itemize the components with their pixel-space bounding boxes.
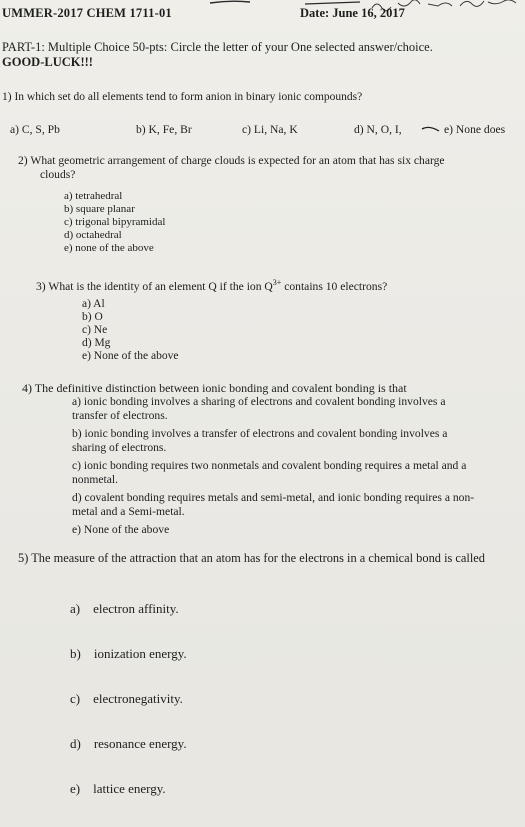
option-b[interactable]: b) ionic bonding involves a transfer of electrons and covalent bonding involves a bbox=[72, 427, 448, 440]
option-d[interactable]: d) octahedral bbox=[64, 229, 122, 241]
option-e[interactable]: e) none of the above bbox=[64, 242, 154, 254]
option-a[interactable]: a) electron affinity. bbox=[70, 601, 179, 616]
question-text-continued: clouds? bbox=[40, 168, 76, 181]
option-e[interactable]: e) None does bbox=[444, 123, 506, 136]
option-d[interactable]: d) resonance energy. bbox=[70, 736, 187, 751]
question-number: 1) bbox=[2, 91, 12, 103]
option-c[interactable]: c) electronegativity. bbox=[70, 691, 183, 706]
option-b[interactable]: b) K, Fe, Br bbox=[136, 123, 192, 136]
option-c[interactable]: c) Li, Na, K bbox=[242, 123, 298, 136]
option-c[interactable]: c) ionic bonding requires two nonmetals and covalent bonding requires a metal and a bbox=[72, 459, 467, 472]
option-d[interactable]: d) covalent bonding requires metals and semi-metal, and ionic bonding requires a non- bbox=[72, 491, 475, 504]
exam-date: Date: June 16, 2017 bbox=[300, 6, 405, 20]
instructions-line: PART-1: Multiple Choice 50-pts: Circle the letter of your One selected answer/choice. bbox=[2, 40, 433, 54]
good-luck: GOOD-LUCK!!! bbox=[2, 55, 93, 69]
pen-mark bbox=[421, 122, 441, 136]
question-3 bbox=[36, 276, 387, 294]
question-text: The measure of the attraction that an atom has for the electrons in a chemical bond is called bbox=[31, 551, 486, 565]
question-number: 5) bbox=[18, 551, 29, 565]
question-1 bbox=[2, 90, 362, 104]
question-number: 3) bbox=[36, 279, 46, 293]
option-e[interactable]: e) lattice energy. bbox=[70, 781, 166, 796]
question-number: 4) bbox=[22, 381, 32, 395]
option-a[interactable]: a) tetrahedral bbox=[64, 190, 123, 202]
option-d[interactable]: d) Mg bbox=[82, 337, 111, 349]
option-d[interactable]: d) N, O, I, bbox=[354, 123, 402, 136]
option-b-continued: sharing of electrons. bbox=[72, 441, 167, 454]
option-a[interactable]: a) Al bbox=[82, 298, 105, 310]
course-title: UMMER-2017 CHEM 1711-01 bbox=[2, 6, 172, 20]
option-a-continued: transfer of electrons. bbox=[72, 409, 168, 422]
exam-header bbox=[0, 6, 525, 26]
option-a[interactable]: a) ionic bonding involves a sharing of electrons and covalent bonding involves a bbox=[72, 395, 446, 408]
question-text: What is the identity of an element Q if the ion Q bbox=[48, 279, 273, 293]
question-text: The definitive distinction between ionic bonding and covalent bonding is that bbox=[34, 381, 407, 395]
question-1-options bbox=[10, 123, 520, 139]
instructions bbox=[2, 40, 433, 70]
option-c-continued: nonmetal. bbox=[72, 473, 119, 486]
question-5 bbox=[18, 550, 485, 566]
option-c[interactable]: c) Ne bbox=[82, 324, 108, 336]
question-number: 2) bbox=[18, 154, 28, 167]
ion-charge: 3+ bbox=[272, 278, 282, 287]
question-text: What geometric arrangement of charge clouds is expected for an atom that has six charge bbox=[30, 154, 445, 167]
question-text: In which set do all elements tend to form anion in binary ionic compounds? bbox=[14, 91, 363, 103]
option-b[interactable]: b) ionization energy. bbox=[70, 646, 187, 661]
option-c[interactable]: c) trigonal bipyramidal bbox=[64, 216, 166, 228]
question-4-options bbox=[72, 395, 474, 537]
option-d-continued: metal and a Semi-metal. bbox=[72, 505, 185, 518]
question-2 bbox=[18, 154, 445, 182]
question-text-end: contains 10 electrons? bbox=[281, 279, 388, 293]
option-e[interactable]: e) None of the above bbox=[82, 350, 179, 362]
option-b[interactable]: b) O bbox=[82, 311, 103, 323]
option-b[interactable]: b) square planar bbox=[64, 203, 135, 215]
question-4 bbox=[22, 381, 407, 395]
option-a[interactable]: a) C, S, Pb bbox=[10, 123, 60, 136]
question-3-options bbox=[82, 298, 178, 363]
question-2-options bbox=[64, 190, 165, 255]
option-e[interactable]: e) None of the above bbox=[72, 523, 170, 536]
question-5-options bbox=[70, 570, 187, 827]
